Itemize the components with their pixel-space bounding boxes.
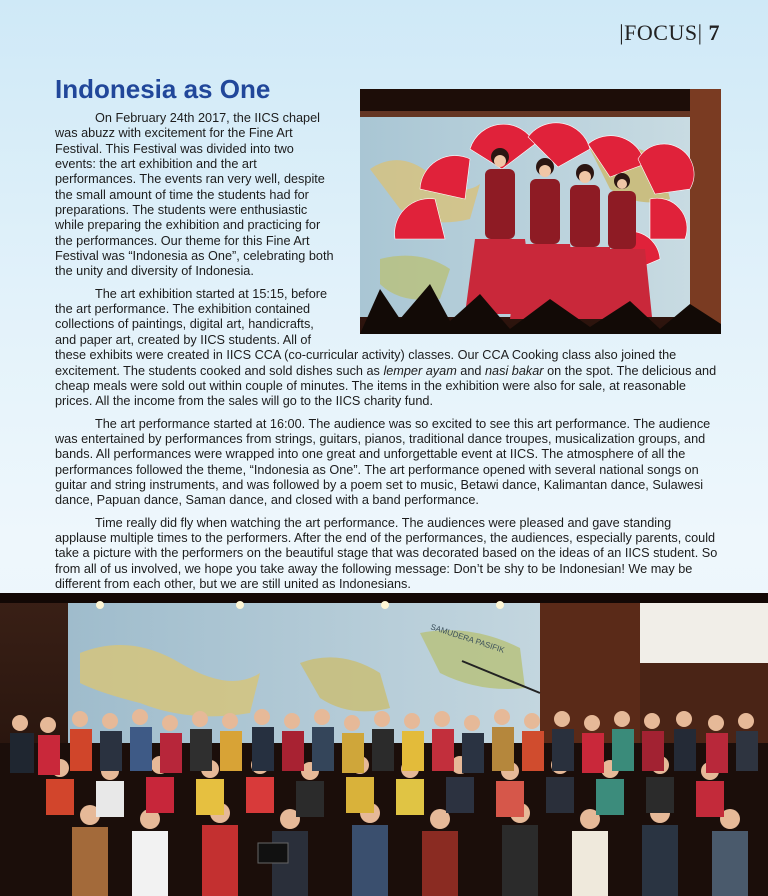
paragraph-2-text-a: The art exhibition started at 15:15, before the art performance. The exhibition contained collections of paintings, digital art, handicrafts, and paper art, created by IICS students. All of these exhibits were created in IICS CCA (co-curricular activity) classes. Our CCA Cooking class also joined the excitement. The students cooked and sold dishes such as: [55, 286, 677, 378]
paragraph-4: Time really did fly when watching the art performance. The audiences were pleased and gave standing applause multiple times to the performers. After the end of the performances, the audiences, especially parents, could take a picture with the performers on the beautiful stage that was decorated based on the ideas of an IICS student. So from all of us involved, we hope you take away the following message: Don’t be shy to be Indonesian! We may be different from each other, but we are still united as Indonesians.: [55, 515, 718, 591]
group-photo: [0, 593, 768, 896]
page-header: [619, 20, 720, 46]
paragraph-3: The art performance started at 16:00. The audience was so excited to see this art performance. The audience was entertained by performances from strings, guitars, pianos, traditional dance troupes, musicalization groups, and bands. All performances were wrapped into one great and unforgettable event at IICS. The atmosphere of all the performances followed the theme, “Indonesia as One”. The art performance opened with several national songs on guitar and string instruments, and was followed by a poem set to music, Betawi dance, Kalimantan dance, Sulawesi dance, Papuan dance, Saman dance, and closed with a band performance.: [55, 416, 711, 508]
section-label: |FOCUS|: [619, 20, 703, 45]
article-body: [55, 111, 721, 599]
dish-lemper-ayam: lemper ayam: [383, 363, 457, 378]
article-title: Indonesia as One: [55, 74, 271, 104]
page-number: 7: [708, 20, 720, 45]
paragraph-2-text-b: and: [456, 363, 485, 378]
dance-performance-photo: [360, 89, 721, 334]
paragraph-2-text-c: on the spot. The delicious and cheap meals were sold out within couple of minutes. The items in the exhibition were also for sale, at reasonable prices. All the income from the sales will go to the IICS charity fund.: [55, 363, 717, 409]
paragraph-1: On February 24th 2017, the IICS chapel was abuzz with excitement for the Fine Art Festival. This Festival was divided into two events: the art exhibition and the art performances. The events ran very well, despite the small amount of time the students had for preparations. The students were enthusiastic while preparing the exhibition and practicing for the performances. Our theme for this Fine Art Festival was “Indonesia as One”, celebrating both the unity and diversity of Indonesia.: [55, 111, 334, 279]
map-ocean-label: SAMUDERA PASIFIK: [429, 622, 506, 655]
dish-nasi-bakar: nasi bakar: [485, 363, 544, 378]
